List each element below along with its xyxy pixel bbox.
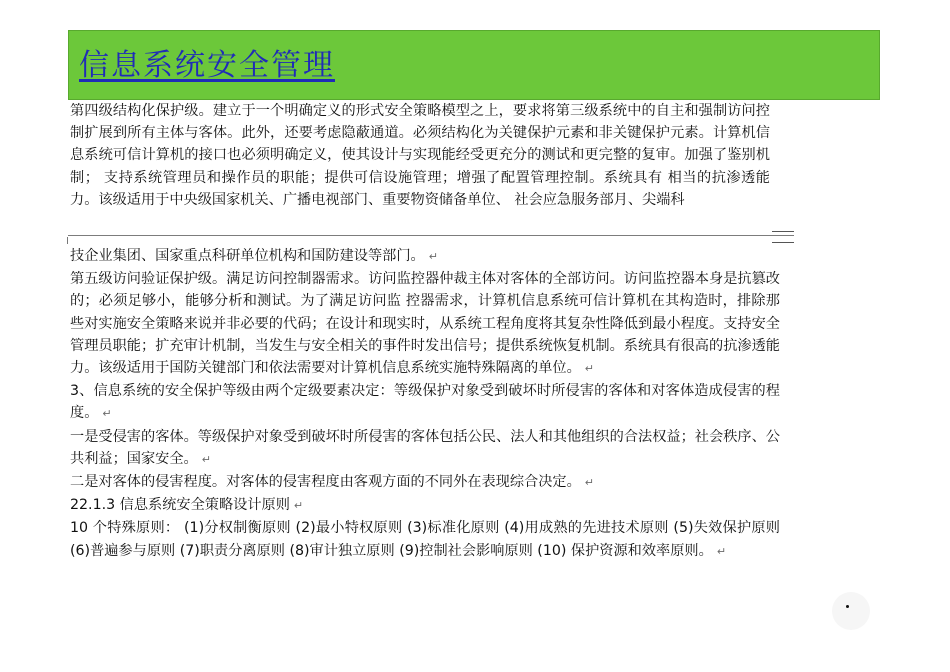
paragraph-text: 22.1.3 信息系统安全策略设计原则 [70,497,290,514]
paragraph-grading-factors [70,380,780,425]
paragraph-text: 技企业集团、国家重点科研单位机构和国防建设等部门。 [70,248,425,264]
paragraph-damage-degree [70,471,780,494]
document-page-bottom [70,245,780,595]
paragraph-continuation [70,245,780,268]
paragraph-text: 二是对客体的侵害程度。对客体的侵害程度由客观方面的不同外在表现综合决定。 [70,474,581,491]
page-break-marker [772,231,794,243]
document-page-top [70,100,770,233]
paragraph-text: 第五级访问验证保护级。满足访问控制器需求。访问监控器仲裁主体对客体的全部访问。访问监控器本身是抗篡改的；必须足够小，能够分析和测试。为了满足访问监 控器需求，计算机信息系统可信计算机在其构造时，排除那些对实施安全策略来说并非必要的代码；在设计和现实时，从系统工程角度将其复杂性降低到最小程度。支持安全管理员职能；扩充审计机制，当发生与安全相关的事件时发出信号；提供系统恢复机制。系统具有很高的抗渗透能力。该级适用于国防关键部门和依法需要对计算机信息系统实施特殊隔离的单位。 [70,271,780,377]
paragraph-text: 一是受侵害的客体。等级保护对象受到破坏时所侵害的客体包括公民、法人和其他组织的合法权益；社会秩序、公共利益；国家安全。 [70,428,780,467]
decorative-dot [846,605,849,608]
page-title: 信息系统安全管理 [79,48,335,83]
paragraph-mark: ↵ [584,362,594,376]
paragraph-mark: ↵ [716,544,727,558]
paragraph-mark: ↵ [428,250,438,263]
paragraph-protected-object [70,426,780,471]
title-bar [68,30,880,100]
margin-marker [67,237,73,244]
paragraph-mark: ↵ [293,499,304,513]
paragraph-level4: 第四级结构化保护级。建立于一个明确定义的形式安全策略模型之上，要求将第三级系统中的自主和强制访问控制扩展到所有主体与客体。此外，还要考虑隐蔽通道。必须结构化为关键保护元素和非关键保护元素。计算机信息系统可信计算机的接口也必须明确定义，使其设计与实现能经受更充分的测试和更完整的复审。加强了鉴别机制； 支持系统管理员和操作员的职能；提供可信设施管理；增强了配置管理控制。系统具有 相当的抗渗透能力。该级适用于中央级国家机关、广播电视部门、重要物资储备单位、 社会应急服务部月、尖端科 [70,103,770,208]
paragraph-principles [70,517,780,562]
decorative-circle [832,592,870,630]
paragraph-mark: ↵ [102,407,112,421]
page-break-line [68,235,794,236]
paragraph-level5 [70,268,780,380]
section-heading-22-1-3 [70,494,780,517]
paragraph-mark: ↵ [201,452,211,466]
paragraph-text: 10 个特殊原则： (1)分权制衡原则 (2)最小特权原则 (3)标准化原则 (4)用成熟的先进技术原则 (5)失效保护原则 (6)普遍参与原则 (7)职责分离原则 (8)审计独立原则 (9)控制社会影响原则 (10) 保护资源和效率原则。 [70,520,780,559]
paragraph-mark: ↵ [584,476,594,490]
paragraph-text: 3、信息系统的安全保护等级由两个定级要素决定：等级保护对象受到破坏时所侵害的客体和对客体造成侵害的程度。 [70,383,780,422]
